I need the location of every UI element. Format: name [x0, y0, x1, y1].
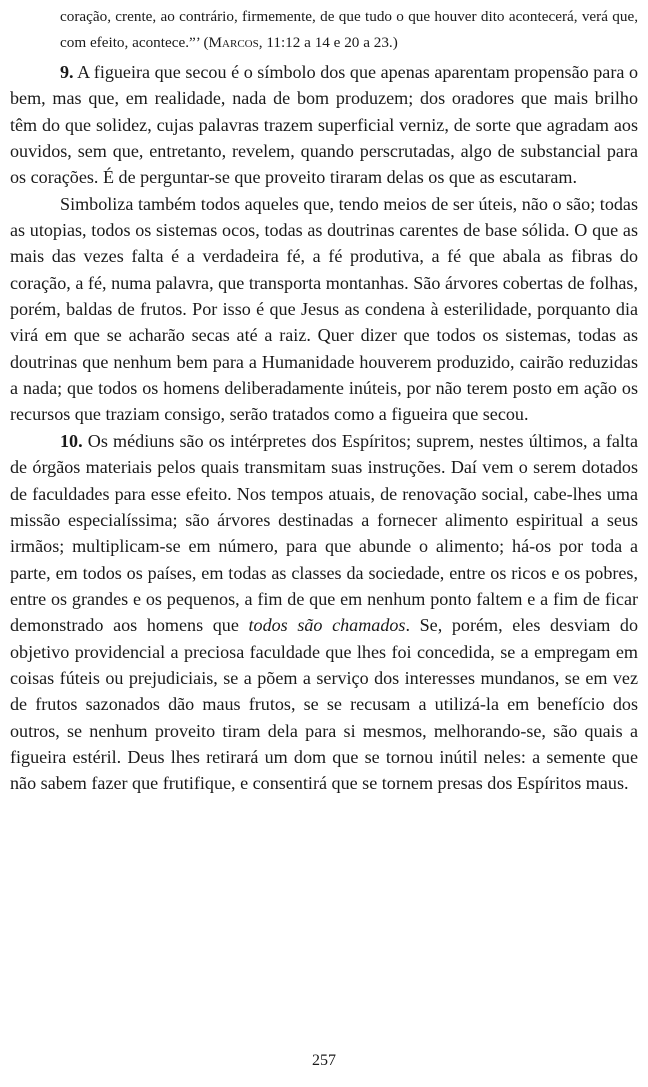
- page-number: 257: [312, 1052, 336, 1069]
- page-body: [10, 0, 638, 797]
- paragraph-9-continued: [10, 191, 638, 428]
- quote-reference-tail: , 11:12 a 14 e 20 a 23.): [258, 33, 398, 51]
- paragraph-10-number: 10.: [60, 430, 83, 451]
- quote-text: coração, crente, ao contrário, firmemente, de que tudo o que houver dito acontecerá, verá que, com efeito, acontece.”’ (: [60, 8, 638, 51]
- quote-continuation: [10, 4, 638, 55]
- paragraph-9-number: 9.: [60, 62, 74, 82]
- paragraph-9-continued-text: Simboliza também todos aqueles que, tendo meios de ser úteis, não o são; todas as utopias, todos os sistemas ocos, todas as doutrinas carentes de base sólida. O que as mais das vezes falta é a verdadeira fé, a fé produtiva, a fé que abala as fibras do coração, a fé, numa palavra, que transporta montanhas. São árvores cobertas de folhas, porém, baldas de frutos. Por isso é que Jesus as condena à esterilidade, porquanto dia virá em que se acharão secas até a raiz. Quer dizer que todos os sistemas, todas as doutrinas que nenhum bem para a Humanidade houverem produzido, cairão reduzidas a nada; que todos os homens deliberadamente inúteis, por não terem posto em ação os recursos que traziam consigo, serão tratados como a figueira que secou.: [10, 193, 638, 425]
- paragraph-10: [10, 428, 638, 797]
- paragraph-10-text-before: Os médiuns são os intérpretes dos Espíritos; suprem, nestes últimos, a falta de órgãos materiais pelos quais transmitam suas instruções. Daí vem o serem dotados de faculdades para esse efeito. Nos tempos atuais, de renovação social, cabe-lhes uma missão especialíssima; são árvores destinadas a fornecer alimento espiritual a seus irmãos; multiplicam-se em número, para que abunde o alimento; há-os por toda a parte, em todos os países, em todas as classes da sociedade, entre os ricos e os pobres, entre os grandes e os pequenos, a fim de que em nenhum ponto faltem e a fim de ficar demonstrado aos homens que: [10, 430, 638, 636]
- paragraph-9-text: A figueira que secou é o símbolo dos que apenas aparentam propensão para o bem, mas que, em realidade, nada de bom produzem; dos oradores que mais brilho têm do que solidez, cujas palavras trazem superficial verniz, de sorte que agradam aos ouvidos, sem que, entretanto, revelem, quando perscrutadas, algo de substancial para os corações. É de perguntar-se que proveito tiraram delas os que as escutaram.: [10, 62, 638, 188]
- paragraph-10-text-after: . Se, porém, eles desviam do objetivo providencial a preciosa faculdade que lhes foi concedida, se a empregam em coisas fúteis ou prejudiciais, se a põem a serviço dos interesses mundanos, se em vez de frutos sazonados dão maus frutos, se se recusam a utilizá-la em benefício dos outros, se nenhum proveito tiram dela para si mesmos, melhorando-se, são quais a figueira estéril. Deus lhes retirará um dom que se tornou inútil neles: a semente que não sabem fazer que frutifique, e consentirá que se tornem presas dos Espíritos maus.: [10, 615, 638, 794]
- quote-reference-book: Marcos: [208, 33, 259, 51]
- paragraph-9: [10, 59, 638, 191]
- paragraph-10-emphasis: todos são chamados: [248, 615, 406, 636]
